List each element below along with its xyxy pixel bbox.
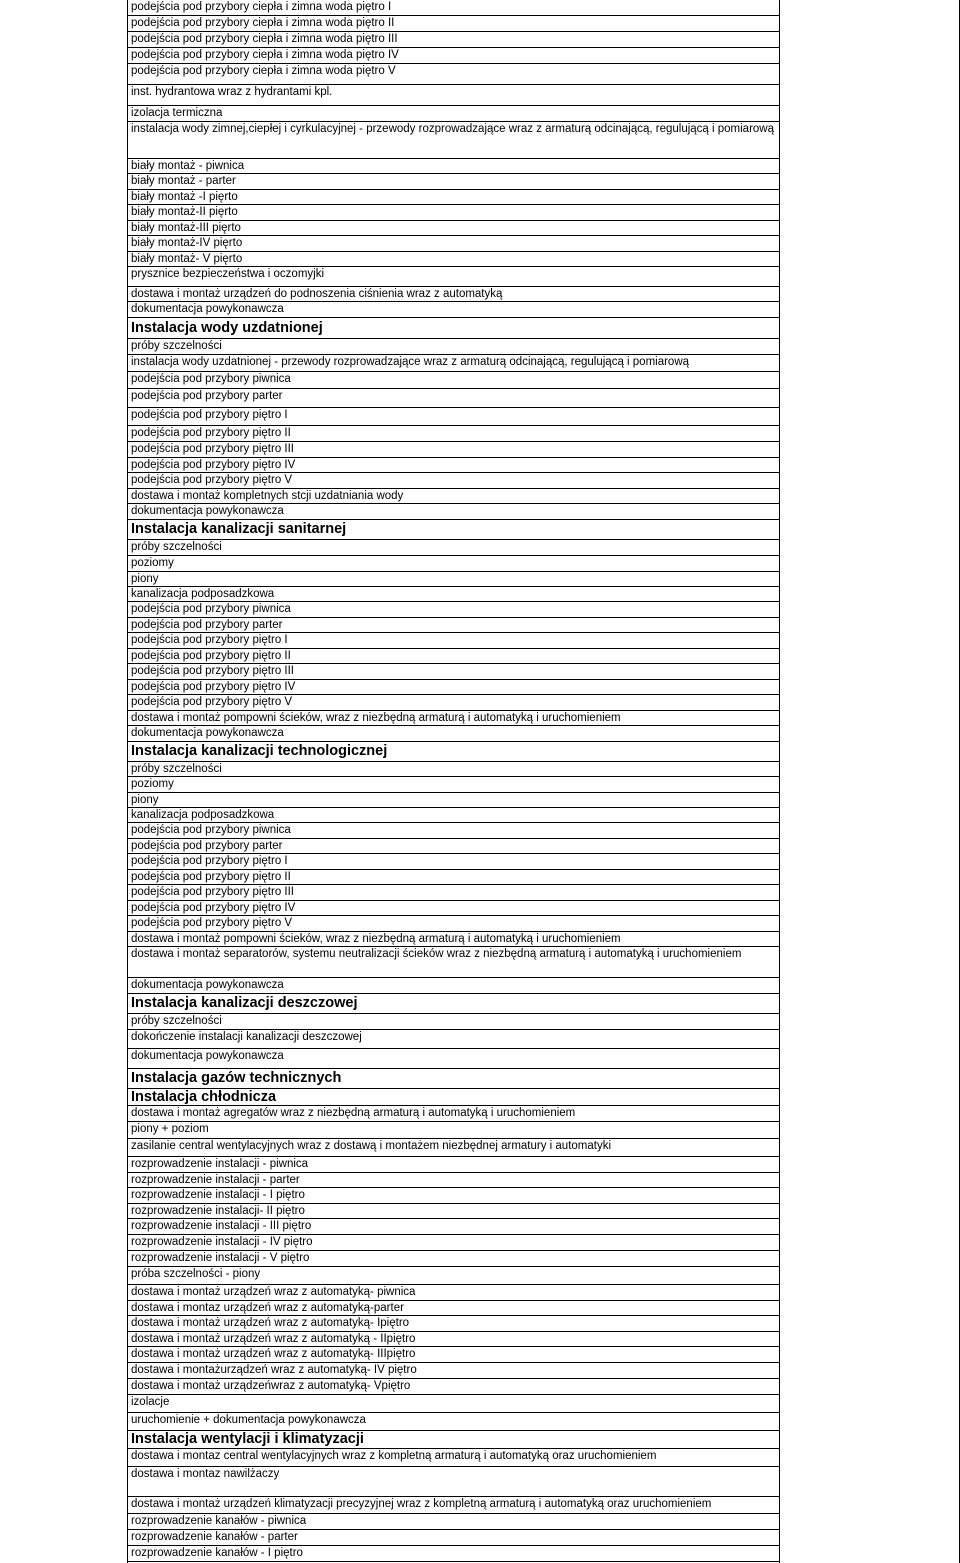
item-row: próby szczelności (128, 539, 779, 555)
item-row: izolacje (128, 1394, 779, 1412)
item-row: podejścia pod przybory ciepła i zimna woda piętro III (128, 31, 779, 47)
item-row: podejścia pod przybory piętro III (128, 441, 779, 457)
item-row: dostawa i montaz central wentylacyjnych wraz z kompletną armaturą i automatyką oraz uruchomieniem (128, 1448, 779, 1466)
item-row: podejścia pod przybory ciepła i zimna woda piętro II (128, 15, 779, 31)
item-row: dostawa i montaż urządzeńwraz z automatyką- Vpiętro (128, 1378, 779, 1394)
item-row: inst. hydrantowa wraz z hydrantami kpl. (128, 84, 779, 105)
item-row: dokończenie instalacji kanalizacji deszczowej (128, 1029, 779, 1048)
item-row: rozprowadzenie instalacji - piwnica (128, 1156, 779, 1172)
item-row: podejścia pod przybory piętro III (128, 663, 779, 679)
section-heading: Instalacja wody uzdatnionej (128, 317, 779, 338)
item-row: dokumentacja powykonawcza (128, 1048, 779, 1068)
item-row: instalacja wody zimnej,ciepłej i cyrkulacyjnej - przewody rozprowadzające wraz z armaturą odcinającą, regulującą i pomiarową (128, 121, 779, 158)
item-row: podejścia pod przybory piętro I (128, 853, 779, 869)
item-row: rozprowadzenie instalacji - III piętro (128, 1218, 779, 1234)
item-row: dostawa i montaż pompowni ścieków, wraz z niezbędną armaturą i automatyką i uruchomieniem (128, 710, 779, 725)
item-row: dostawa i montaż separatorów, systemu neutralizacji ścieków wraz z niezbędną armaturą i automatyką i uruchomieniem (128, 946, 779, 977)
item-row: podejścia pod przybory piętro V (128, 694, 779, 710)
item-row: rozprowadzenie kanałów - piwnica (128, 1513, 779, 1529)
item-row: podejścia pod przybory piwnica (128, 601, 779, 617)
item-row: próby szczelności (128, 761, 779, 776)
item-row: podejścia pod przybory piętro V (128, 472, 779, 488)
item-row: dostawa i montaż kompletnych stcji uzdatniania wody (128, 488, 779, 503)
item-row: poziomy (128, 555, 779, 571)
item-row: rozprowadzenie instalacji - V piętro (128, 1250, 779, 1266)
item-row: biały montaż - parter (128, 173, 779, 189)
item-row: rozprowadzenie instalacji - IV piętro (128, 1234, 779, 1250)
item-row: kanalizacja podposadzkowa (128, 807, 779, 822)
item-row: podejścia pod przybory piętro II (128, 648, 779, 663)
item-row: prysznice bezpieczeństwa i oczomyjki (128, 266, 779, 286)
item-row: podejścia pod przybory piętro IV (128, 679, 779, 694)
item-row: podejścia pod przybory ciepła i zimna woda piętro IV (128, 47, 779, 63)
item-row: dokumentacja powykonawcza (128, 301, 779, 317)
item-row: dostawa i montaż urządzeń klimatyzacji precyzyjnej wraz z kompletną armaturą i automatyką oraz uruchomieniem (128, 1496, 779, 1513)
item-row: podejścia pod przybory ciepła i zimna woda piętro I (131, 1, 392, 13)
item-row: dostawa i montaż urządzeń wraz z automatyką- piwnica (128, 1284, 779, 1300)
item-row: poziomy (128, 776, 779, 792)
item-row: dokumentacja powykonawcza (128, 725, 779, 741)
item-row: rozprowadzenie instalacji - I piętro (128, 1187, 779, 1203)
item-row: biały montaż-IV pięrto (128, 235, 779, 251)
item-row: rozprowadzenie instalacji- II piętro (128, 1203, 779, 1218)
item-row: dostawa i montaż agregatów wraz z niezbędną armaturą i automatyką i uruchomieniem (128, 1105, 779, 1121)
item-row: dokumentacja powykonawcza (128, 503, 779, 519)
section-heading: Instalacja kanalizacji sanitarnej (128, 519, 779, 539)
item-row: podejścia pod przybory piętro II (128, 425, 779, 441)
item-row: zasilanie central wentylacyjnych wraz z dostawą i montażem niezbędnej armatury i automatyki (128, 1138, 779, 1156)
section-heading: Instalacja chłodnicza (128, 1088, 779, 1105)
item-row: biały montaż - piwnica (128, 158, 779, 173)
item-row: biały montaż-III pięrto (128, 220, 779, 235)
item-row: dostawa i montaż urządzeń wraz z automatyką - IIpiętro (128, 1331, 779, 1346)
item-row: uruchomienie + dokumentacja powykonawcza (128, 1412, 779, 1430)
item-row: biały montaż- V pięrto (128, 251, 779, 266)
section-heading: Instalacja kanalizacji technologicznej (128, 741, 779, 761)
item-row: podejścia pod przybory piętro III (128, 884, 779, 900)
item-row: piony (128, 571, 779, 586)
item-row: dostawa i montaż pompowni ścieków, wraz z niezbędną armaturą i automatyką i uruchomieniem (128, 931, 779, 946)
item-row: próby szczelności (128, 338, 779, 354)
item-row: próby szczelności (128, 1013, 779, 1029)
item-row: podejścia pod przybory ciepła i zimna woda piętro V (128, 63, 779, 84)
item-row: podejścia pod przybory parter (128, 617, 779, 632)
item-row: biały montaż-II pięrto (128, 204, 779, 220)
section-heading: Instalacja kanalizacji deszczowej (128, 993, 779, 1013)
item-row: izolacja termiczna (128, 105, 779, 121)
item-row: instalacja wody uzdatnionej - przewody rozprowadzające wraz z armaturą odcinającą, regulującą i pomiarową (128, 354, 779, 371)
item-row: rozprowadzenie kanałów - I piętro (128, 1545, 779, 1562)
item-row: podejścia pod przybory piwnica (128, 371, 779, 388)
item-row: próba szczelności - piony (128, 1266, 779, 1284)
item-row: piony (128, 792, 779, 807)
item-row: podejścia pod przybory piwnica (128, 822, 779, 838)
item-row: kanalizacja podposadzkowa (128, 586, 779, 601)
item-row: dostawa i montażurządzeń wraz z automatyką- IV piętro (128, 1362, 779, 1378)
section-heading: Instalacja wentylacji i klimatyzacji (128, 1430, 779, 1448)
item-row: dostawa i montaż urządzeń do podnoszenia ciśnienia wraz z automatyką (128, 286, 779, 301)
item-row: biały montaż -I pięrto (128, 189, 779, 204)
item-row: dostawa i montaz urządzeń wraz z automatyką-parter (128, 1300, 779, 1315)
spreadsheet-sheet (127, 0, 960, 1563)
item-row: podejścia pod przybory piętro I (128, 632, 779, 648)
item-row: podejścia pod przybory piętro V (128, 915, 779, 931)
item-row: dostawa i montaż urządzeń wraz z automatyką- Ipiętro (128, 1315, 779, 1331)
item-row: dostawa i montaz nawilżaczy (128, 1466, 779, 1496)
item-row: rozprowadzenie kanałów - parter (128, 1529, 779, 1545)
item-row: rozprowadzenie instalacji - parter (128, 1172, 779, 1187)
item-row: podejścia pod przybory piętro I (128, 407, 779, 425)
item-row: podejścia pod przybory piętro IV (128, 457, 779, 472)
item-row: podejścia pod przybory parter (128, 388, 779, 407)
item-row: dostawa i montaż urządzeń wraz z automatyką- IIIpiętro (128, 1346, 779, 1362)
item-row: dokumentacja powykonawcza (128, 977, 779, 993)
section-heading: Instalacja gazów technicznych (128, 1068, 779, 1088)
item-row: podejścia pod przybory piętro IV (128, 900, 779, 915)
item-row: podejścia pod przybory piętro II (128, 869, 779, 884)
item-row: podejścia pod przybory parter (128, 838, 779, 853)
item-row: piony + poziom (128, 1121, 779, 1138)
